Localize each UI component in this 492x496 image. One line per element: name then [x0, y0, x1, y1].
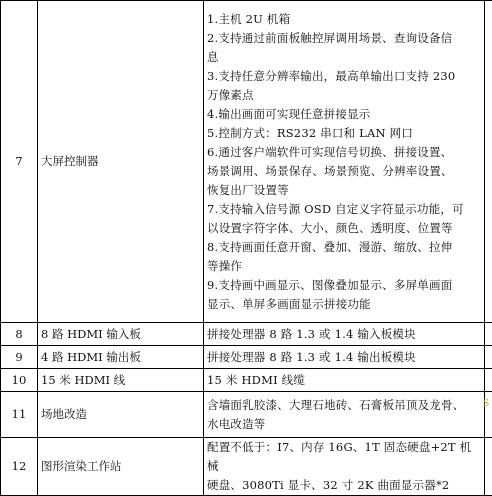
row-number: 10: [1, 369, 38, 392]
spec-line: 1.主机 2U 机箱: [207, 10, 482, 29]
item-spec: [204, 323, 485, 346]
spec-line: 配置不低于：I7、内存 16G、1T 固态硬盘+2T 机械: [207, 438, 482, 476]
item-name: 8 路 HDMI 输入板: [38, 323, 204, 346]
row-number: 11: [1, 392, 38, 438]
table-row: [1, 323, 492, 346]
spec-line: 含墙面乳胶漆、大理石地砖、石膏板吊顶及龙骨、: [207, 396, 482, 415]
item-name: 场地改造: [38, 392, 204, 438]
spec-line: 5.控制方式：RS232 串口和 LAN 网口: [207, 124, 482, 143]
spec-line: 3.支持任意分辨率输出，最高单输出口支持 230: [207, 67, 482, 86]
item-spec: [204, 369, 485, 392]
spec-line: 息: [207, 48, 482, 67]
spec-line: 硬盘、3080Ti 显卡、32 寸 2K 曲面显示器*2: [207, 476, 482, 495]
table-row: [1, 369, 492, 392]
row-number: 7: [1, 1, 38, 323]
item-name: 图形渲染工作站: [38, 438, 204, 496]
row-number: 12: [1, 438, 38, 496]
item-name: 大屏控制器: [38, 1, 204, 323]
spec-line: 拼接处理器 8 路 1.3 或 1.4 输入板模块: [207, 325, 482, 344]
table-row: [1, 392, 492, 438]
spec-line: 9.支持画中画显示、图像叠加显示、多屏单画面: [207, 276, 482, 295]
row-number: 9: [1, 346, 38, 369]
right-edge-cell: [485, 1, 492, 323]
spec-line: 以设置字符字体、大小、颜色、透明度、位置等: [207, 219, 482, 238]
item-spec: [204, 392, 485, 438]
spec-line: 场景调用、场景保存、场景预览、分辨率设置、: [207, 162, 482, 181]
spec-line: 8.支持画面任意开窗、叠加、漫游、缩放、拉伸: [207, 238, 482, 257]
right-edge-cell: [485, 438, 492, 496]
item-name: 4 路 HDMI 输出板: [38, 346, 204, 369]
item-spec: [204, 1, 485, 323]
spec-line: 等操作: [207, 257, 482, 276]
spec-line: 15 米 HDMI 线缆: [207, 371, 482, 390]
edge-mark: S: [483, 399, 489, 409]
row-number: 8: [1, 323, 38, 346]
item-spec: [204, 346, 485, 369]
spec-line: 恢复出厂设置等: [207, 181, 482, 200]
spec-line: 拼接处理器 8 路 1.3 或 1.4 输出板模块: [207, 348, 482, 367]
spec-line: 2.支持通过前面板触控屏调用场景、查询设备信: [207, 29, 482, 48]
item-name: 15 米 HDMI 线: [38, 369, 204, 392]
spec-line: 6.通过客户端软件可实现信号切换、拼接设置、: [207, 143, 482, 162]
right-edge-cell: [485, 369, 492, 392]
spec-line: 万像素点: [207, 86, 482, 105]
spec-line: 水电改造等: [207, 415, 482, 434]
spec-line: 7.支持输入信号源 OSD 自定义字符显示功能，可: [207, 200, 482, 219]
table-row: [1, 1, 492, 323]
spec-line: 显示、单屏多画面显示拼接功能: [207, 295, 482, 314]
item-spec: [204, 438, 485, 496]
table-row: [1, 438, 492, 496]
spec-line: 4.输出画面可实现任意拼接显示: [207, 105, 482, 124]
right-edge-cell: [485, 346, 492, 369]
table-row: [1, 346, 492, 369]
right-edge-cell: [485, 323, 492, 346]
